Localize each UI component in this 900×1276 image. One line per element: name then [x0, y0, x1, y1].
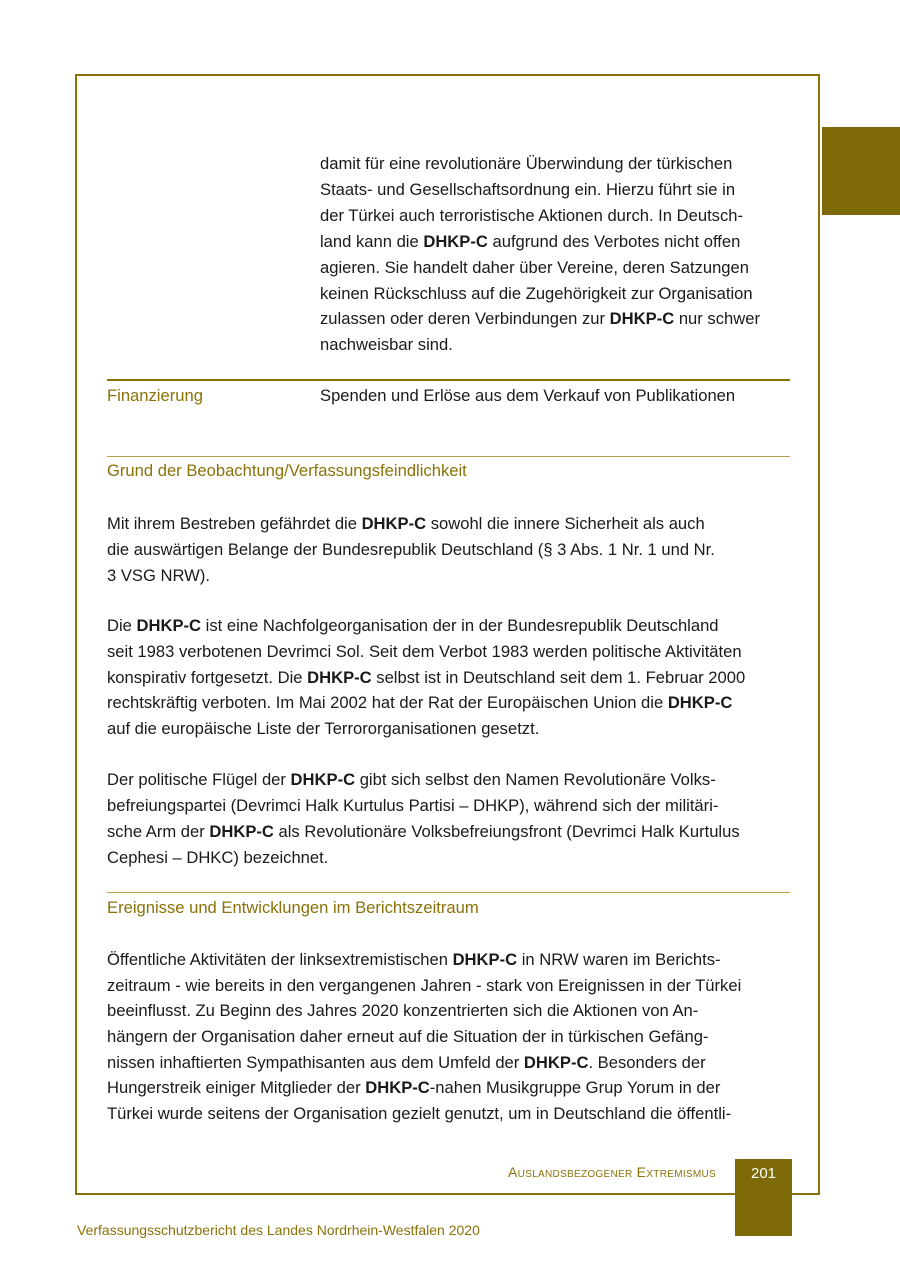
- org-name: DHKP-C: [523, 1053, 589, 1072]
- financing-label: Finanzierung: [107, 386, 203, 405]
- financing-value: Spenden und Erlöse aus dem Verkauf von Publikationen: [320, 386, 736, 405]
- continuation-line: Staats- und Gesellschaftsordnung ein. Hierzu führt sie in: [320, 180, 736, 199]
- body-line: Mit ihrem Bestreben gefährdet die DHKP-C sowohl die innere Sicherheit als auch: [107, 514, 705, 533]
- org-name: DHKP-C: [452, 950, 518, 969]
- continuation-line: damit für eine revolutionäre Überwindung der türkischen: [320, 154, 733, 173]
- section-heading-ereignisse: Ereignisse und Entwicklungen im Berichtszeitraum: [107, 898, 479, 917]
- org-name: DHKP-C: [667, 693, 733, 712]
- section-heading-grund: Grund der Beobachtung/Verfassungsfeindlichkeit: [107, 461, 467, 480]
- body-line: Die DHKP-C ist eine Nachfolgeorganisation der in der Bundesrepublik Deutschland: [107, 616, 719, 635]
- continuation-line: keinen Rückschluss auf die Zugehörigkeit zur Organisation: [320, 284, 753, 303]
- running-footer-section: Auslandsbezogener Extremismus: [508, 1164, 716, 1180]
- chapter-side-tab: [822, 127, 900, 215]
- body-line: seit 1983 verbotenen Devrimci Sol. Seit dem Verbot 1983 werden politische Aktivitäten: [107, 642, 742, 661]
- body-line: Der politische Flügel der DHKP-C gibt sich selbst den Namen Revolutionäre Volks-: [107, 770, 716, 789]
- continuation-line: agieren. Sie handelt daher über Vereine, deren Satzungen: [320, 258, 749, 277]
- section-divider: [107, 379, 790, 381]
- body-line: Türkei wurde seitens der Organisation gezielt genutzt, um in Deutschland die öffentli-: [107, 1104, 732, 1123]
- body-line: beeinflusst. Zu Beginn des Jahres 2020 konzentrierten sich die Aktionen von An-: [107, 1001, 699, 1020]
- body-line: 3 VSG NRW).: [107, 566, 210, 585]
- continuation-line: nachweisbar sind.: [320, 335, 453, 354]
- section-divider: [107, 892, 790, 893]
- body-line: nissen inhaftierten Sympathisanten aus dem Umfeld der DHKP-C. Besonders der: [107, 1053, 706, 1072]
- body-line: Öffentliche Aktivitäten der linksextremistischen DHKP-C in NRW waren im Berichts-: [107, 950, 721, 969]
- org-name: DHKP-C: [307, 668, 372, 687]
- section-divider: [107, 456, 790, 457]
- body-line: Cephesi – DHKC) bezeichnet.: [107, 848, 329, 867]
- body-line: Hungerstreik einiger Mitglieder der DHKP-C-nahen Musikgruppe Grup Yorum in der: [107, 1078, 721, 1097]
- body-line: die auswärtigen Belange der Bundesrepublik Deutschland (§ 3 Abs. 1 Nr. 1 und Nr.: [107, 540, 715, 559]
- body-line: konspirativ fortgesetzt. Die DHKP-C selbst ist in Deutschland seit dem 1. Februar 2000: [107, 668, 746, 687]
- page-number: 201: [750, 1165, 777, 1182]
- publication-title: Verfassungsschutzbericht des Landes Nordrhein-Westfalen 2020: [77, 1222, 480, 1238]
- page-number-box: [735, 1159, 792, 1236]
- org-name: DHKP-C: [209, 822, 274, 841]
- body-line: rechtskräftig verboten. Im Mai 2002 hat der Rat der Europäischen Union die DHKP-C: [107, 693, 733, 712]
- body-line: auf die europäische Liste der Terrororganisationen gesetzt.: [107, 719, 540, 738]
- body-line: befreiungspartei (Devrimci Halk Kurtulus Partisi – DHKP), während sich der militäri-: [107, 796, 719, 815]
- org-name: DHKP-C: [365, 1078, 430, 1097]
- continuation-line: zulassen oder deren Verbindungen zur DHKP-C nur schwer: [320, 309, 760, 328]
- body-line: sche Arm der DHKP-C als Revolutionäre Volksbefreiungsfront (Devrimci Halk Kurtulus: [107, 822, 740, 841]
- org-name: DHKP-C: [290, 770, 356, 789]
- org-name: DHKP-C: [136, 616, 202, 635]
- org-name: DHKP-C: [361, 514, 427, 533]
- body-line: zeitraum - wie bereits in den vergangenen Jahren - stark von Ereignissen in der Türkei: [107, 976, 742, 995]
- org-name: DHKP-C: [423, 232, 488, 251]
- continuation-line: der Türkei auch terroristische Aktionen durch. In Deutsch-: [320, 206, 744, 225]
- continuation-line: land kann die DHKP-C aufgrund des Verbotes nicht offen: [320, 232, 741, 251]
- body-line: hängern der Organisation daher erneut auf die Situation der in türkischen Gefäng-: [107, 1027, 709, 1046]
- org-name: DHKP-C: [609, 309, 675, 328]
